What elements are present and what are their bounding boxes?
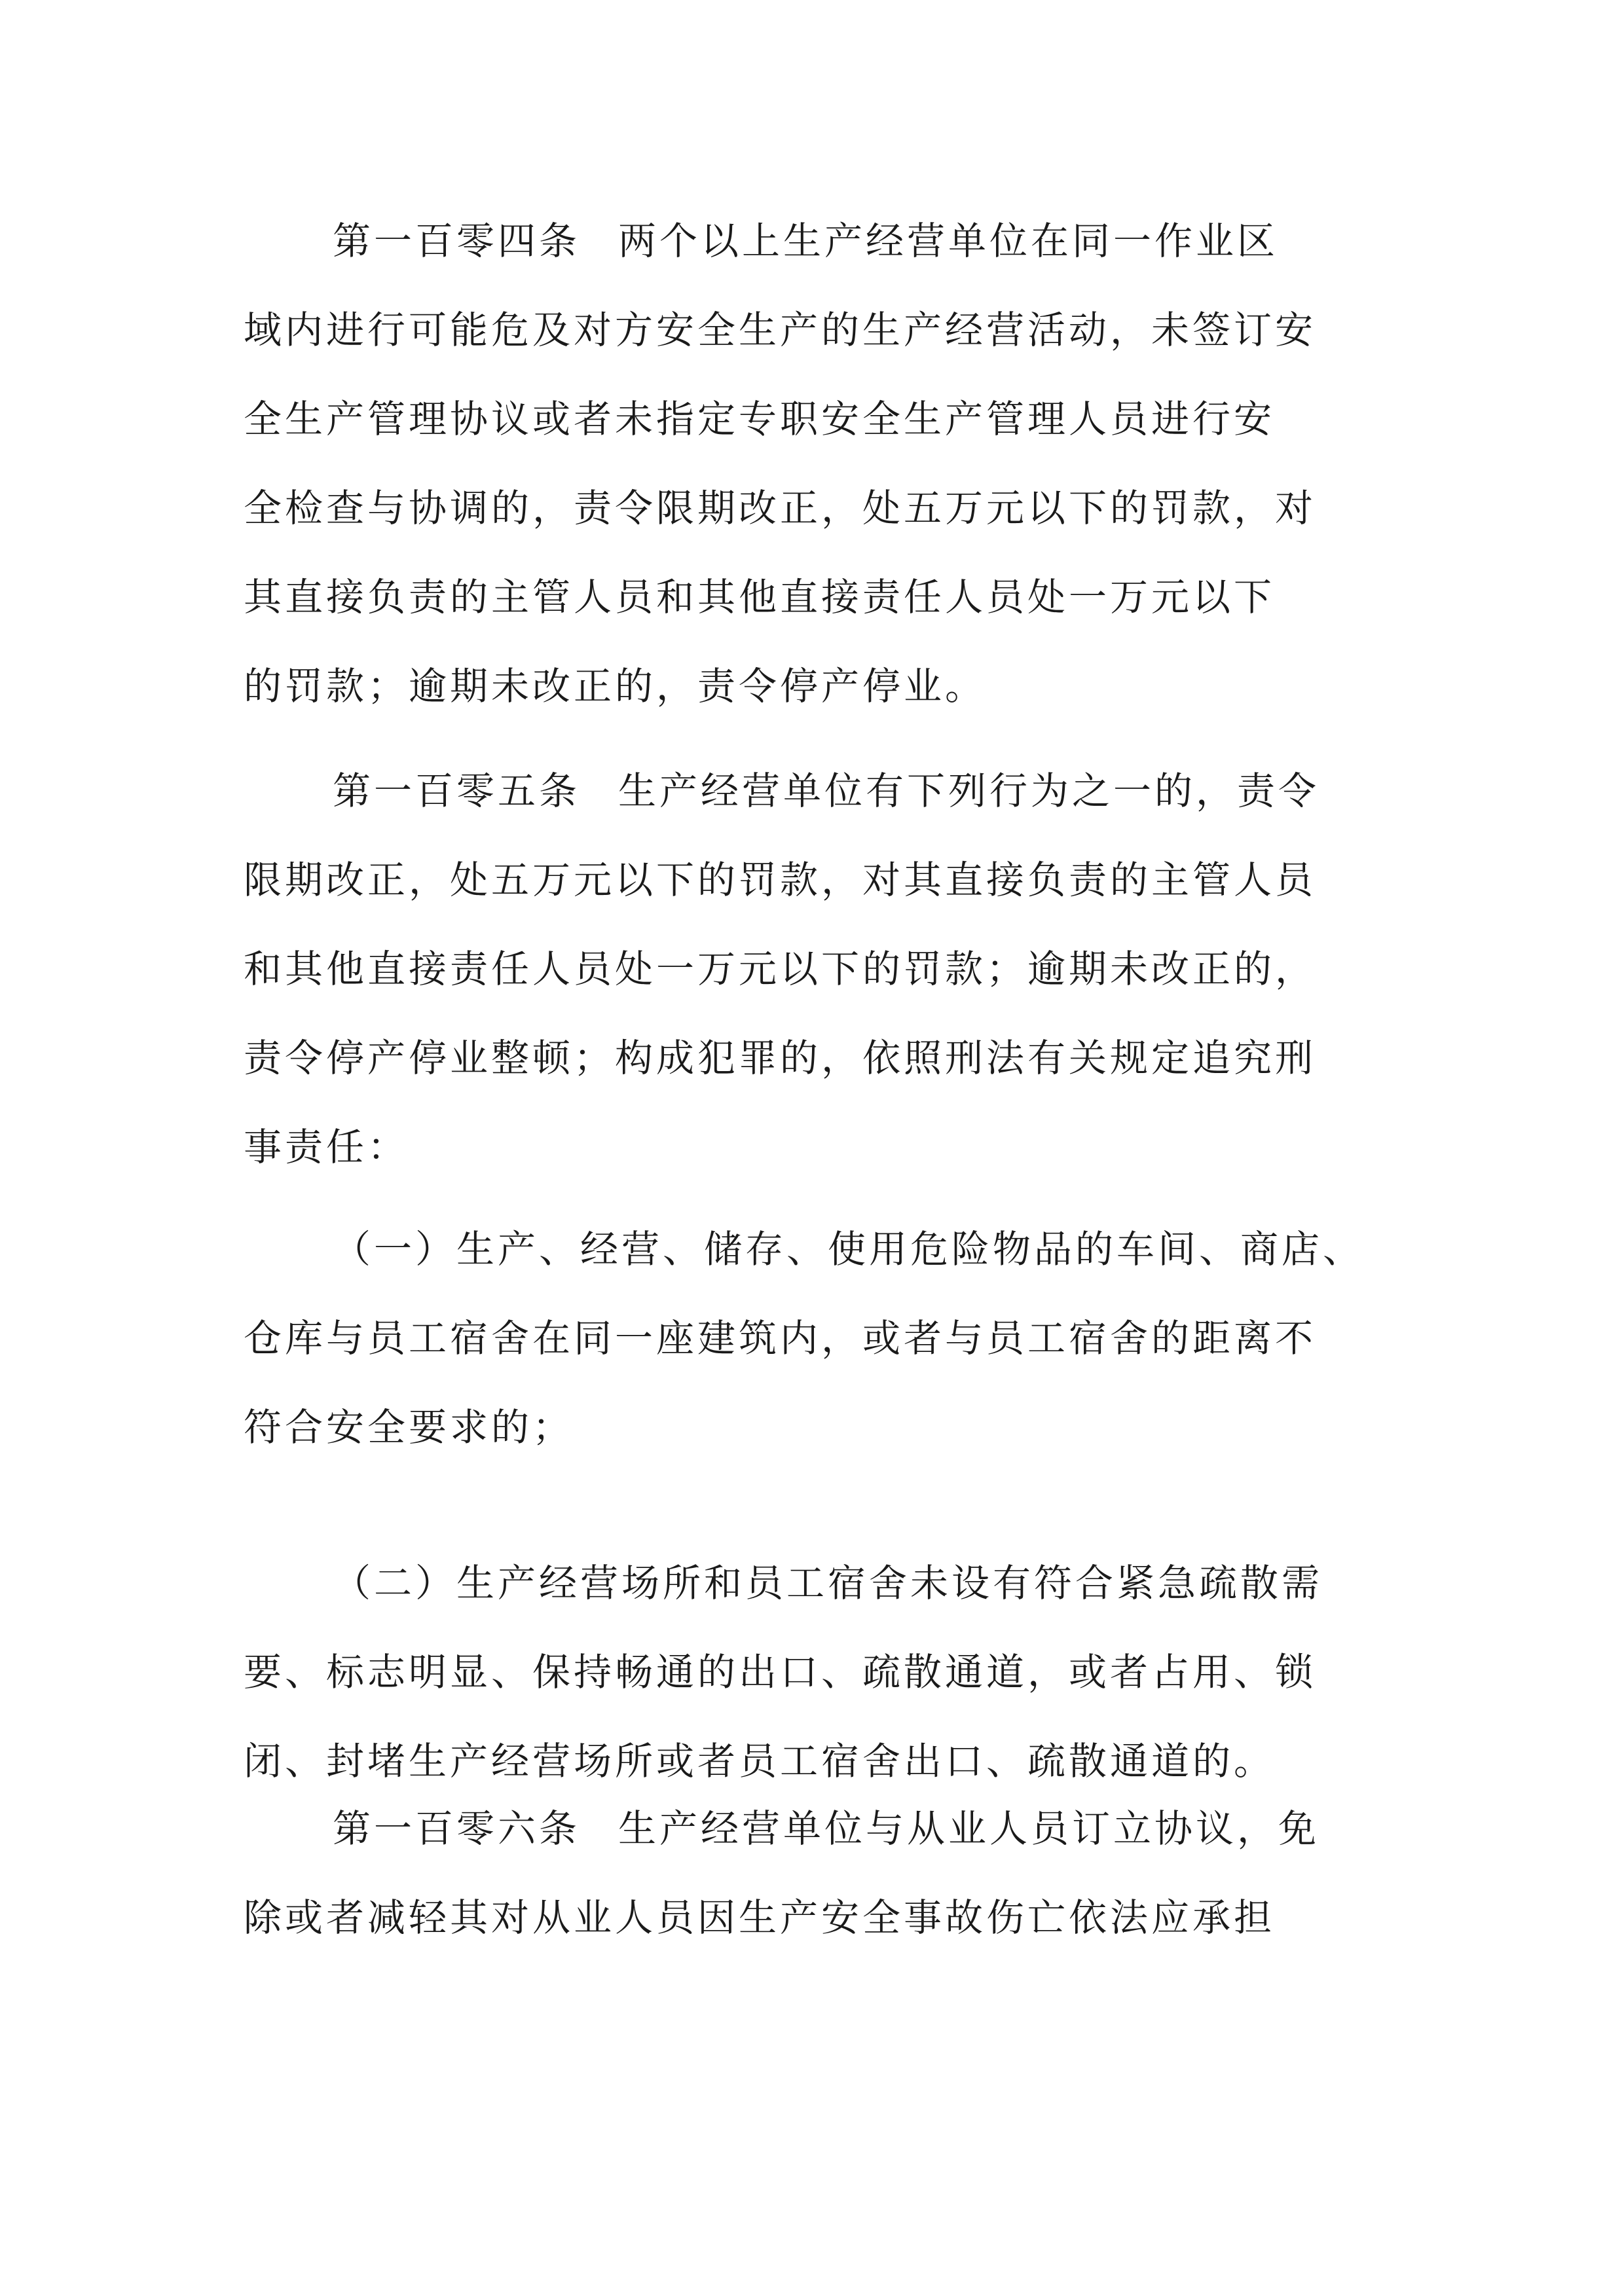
article-105-first-line	[244, 746, 1383, 835]
article-text: 其直接负责的主管人员和其他直接责任人员处一万元以下	[244, 575, 1276, 619]
item-text: 闭、封堵生产经营场所或者员工宿舍出口、疏散通道的。	[244, 1739, 1276, 1783]
article-text: 生产经营单位与从业人员订立协议，免	[618, 1806, 1320, 1851]
article-text: 全检查与协调的，责令限期改正，处五万元以下的罚款，对	[244, 486, 1317, 530]
article-105-item-1	[244, 1205, 1383, 1472]
article-text: 限期改正，处五万元以下的罚款，对其直接负责的主管人员	[244, 858, 1317, 902]
article-104-first-line	[244, 196, 1383, 285]
article-text: 除或者减轻其对从业人员因生产安全事故伤亡依法应承担	[244, 1895, 1276, 1940]
article-heading: 第一百零五条	[333, 769, 581, 813]
item-text: （二）生产经营场所和员工宿舍未设有符合紧急疏散需	[333, 1561, 1323, 1605]
item-text: （一）生产、经营、储存、使用危险物品的车间、商店、	[333, 1227, 1365, 1271]
article-text: 两个以上生产经营单位在同一作业区	[618, 219, 1279, 263]
article-text: 和其他直接责任人员处一万元以下的罚款；逾期未改正的，	[244, 947, 1317, 991]
item-text: 要、标志明显、保持畅通的出口、疏散通道，或者占用、锁	[244, 1650, 1317, 1694]
article-105	[244, 746, 1383, 1192]
article-106	[244, 1784, 1383, 1962]
article-text: 责令停产停业整顿；构成犯罪的，依照刑法有关规定追究刑	[244, 1036, 1317, 1080]
item-text: 仓库与员工宿舍在同一座建筑内，或者与员工宿舍的距离不	[244, 1316, 1317, 1360]
article-text: 事责任：	[244, 1125, 409, 1169]
article-104	[244, 196, 1383, 731]
article-text: 全生产管理协议或者未指定专职安全生产管理人员进行安	[244, 397, 1276, 441]
item-text: 符合安全要求的；	[244, 1405, 574, 1449]
article-106-first-line	[244, 1784, 1383, 1873]
article-heading: 第一百零六条	[333, 1806, 581, 1851]
article-text: 生产经营单位有下列行为之一的，责令	[618, 769, 1320, 813]
article-105-item-2	[244, 1539, 1383, 1806]
article-heading: 第一百零四条	[333, 219, 581, 263]
article-text: 域内进行可能危及对方安全生产的生产经营活动，未签订安	[244, 308, 1317, 352]
article-text: 的罚款；逾期未改正的，责令停产停业。	[244, 664, 987, 708]
